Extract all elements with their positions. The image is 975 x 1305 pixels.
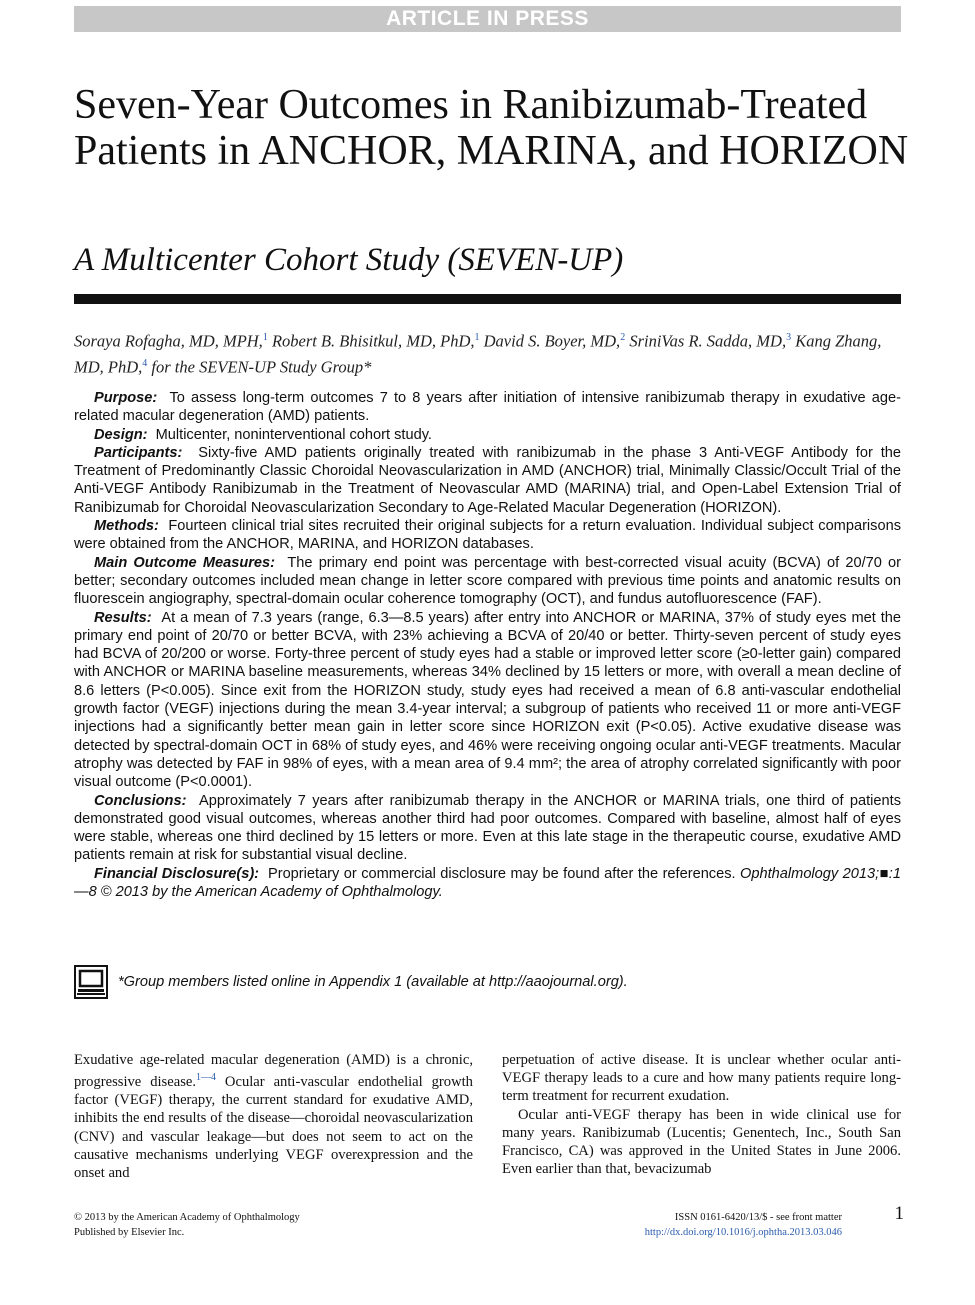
section-label: Financial Disclosure(s): xyxy=(94,865,260,882)
article-title: Seven-Year Outcomes in Ranibizumab-Treated Patients in ANCHOR, MARINA, and HORIZON xyxy=(74,82,909,174)
abstract-outcome-measures xyxy=(74,554,901,609)
issn-line: ISSN 0161-6420/13/$ - see front matter xyxy=(674,1212,842,1223)
abstract-participants xyxy=(74,444,901,517)
section-text: Multicenter, noninterventional cohort study. xyxy=(155,426,432,443)
article-subtitle: A Multicenter Cohort Study (SEVEN-UP) xyxy=(74,242,624,278)
section-label: Participants: xyxy=(94,444,183,461)
study-group: for the SEVEN-UP Study Group* xyxy=(151,357,372,376)
section-text: At a mean of 7.3 years (range, 6.3—8.5 years) after entry into ANCHOR or MARINA, 37% of study eyes met the primary end point of 20/70 or better BCVA, with 23% achieving a BCVA of 20/40 or better. Thirty-seven percent of study eyes had BCVA of 20/200 or worse. Forty-three percent of study eyes had a stable or improved letter score (≥0-letter gain) compared with ANCHOR or MARINA baseline measurements, whereas 34% declined by 15 letters or more, with overall a mean decline of 8.6 letters (P<0.005). Since exit from the HORIZON study, study eyes had received a mean of 6.8 anti-vascular endothelial growth factor (VEGF) injections during the mean 3.4-year interval; a subgroup of patients who received 11 or more anti-VEGF injections had a significantly better mean gain in letter score since HORIZON exit (P<0.05). Active exudative disease was detected by spectral-domain OCT in 68% of study eyes, and 46% were receiving ongoing ocular anti-VEGF treatments. Macular atrophy was detected by FAF in 98% of eyes, with a mean area of 9.4 mm²; the area of atrophy correlated significantly with poor visual outcome (P<0.0001). xyxy=(74,609,901,791)
section-text: Proprietary or commercial disclosure may be found after the references. xyxy=(267,865,736,882)
body-paragraph xyxy=(74,1051,473,1182)
title-divider xyxy=(74,294,901,304)
abstract-design xyxy=(74,426,901,444)
article-in-press-banner: ARTICLE IN PRESS xyxy=(74,6,901,32)
copyright-line: © 2013 by the American Academy of Ophthalmology xyxy=(74,1212,300,1223)
abstract-methods xyxy=(74,517,901,554)
body-column-left xyxy=(74,1051,473,1182)
body-text: Ocular anti-vascular endothelial growth factor (VEGF) therapy, the current standard for exudative AMD, inhibits the end results of the disease—choroidal neovascularization (CNV) and vascular leakage—but does not seem to act on the causative mechanisms underlying VEGF overexpression and the onset and xyxy=(74,1074,473,1182)
page-number: 1 xyxy=(894,1203,904,1224)
author-name: Soraya Rofagha, MD, MPH, xyxy=(74,331,263,351)
body-column-right xyxy=(502,1051,901,1178)
author-name: David S. Boyer, MD, xyxy=(483,331,621,351)
section-label: Purpose: xyxy=(94,390,158,406)
appendix-note-text[interactable]: *Group members listed online in Appendix 1 (available at http://aaojournal.org). xyxy=(118,974,628,990)
section-text: Sixty-five AMD patients originally treated with ranibizumab in the phase 3 Anti-VEGF Antibody for the Treatment of Predominantly Classic Choroidal Neovascularization in AMD (ANCHOR) trial, Minimally Classic/Occult Trial of the Anti-VEGF Antibody Ranibizumab in the Treatment of Neovascular AMD (MARINA) trial, and Open-Label Extension Trial of Ranibizumab for Choroidal Neovascularization Secondary to Age-Related Macular Degeneration (HORIZON). xyxy=(74,444,902,516)
affiliation-link[interactable]: 1 xyxy=(262,332,268,343)
abstract-disclosure xyxy=(74,865,901,902)
abstract-conclusions xyxy=(74,792,901,865)
section-label: Methods: xyxy=(94,518,159,535)
doi-link[interactable]: http://dx.doi.org/10.1016/j.ophtha.2013.03.046 xyxy=(644,1227,842,1238)
section-label: Results: xyxy=(94,609,152,626)
section-label: Conclusions: xyxy=(94,792,187,809)
online-supplement-icon[interactable] xyxy=(74,965,108,999)
affiliation-link[interactable]: 1 xyxy=(474,332,480,343)
body-paragraph: Ocular anti-VEGF therapy has been in wide clinical use for many years. Ranibizumab (Lucentis; Genentech, Inc., South San Francisco, CA) was approved in the United States in June 2006. Even earlier than that, bevacizumab xyxy=(502,1106,901,1178)
abstract xyxy=(74,389,901,901)
footer-identifiers xyxy=(520,1210,842,1240)
affiliation-link[interactable]: 2 xyxy=(620,332,626,343)
section-text: To assess long-term outcomes 7 to 8 years after initiation of intensive ranibizumab therapy in exudative age-related macular degeneration (AMD) patients. xyxy=(74,390,902,425)
publisher-line: Published by Elsevier Inc. xyxy=(74,1227,185,1238)
section-label: Main Outcome Measures: xyxy=(94,554,276,571)
abstract-purpose xyxy=(74,389,901,426)
supplemental-note xyxy=(74,965,901,1001)
body-text: Exudative age-related macular degeneration (AMD) is a chronic, progressive disease. xyxy=(74,1052,473,1091)
journal-citation: Ophthalmology 2013;■:1—8 © 2013 by the American Academy of Ophthalmology. xyxy=(74,865,901,901)
footer-copyright xyxy=(74,1210,454,1240)
body-paragraph: perpetuation of active disease. It is unclear whether ocular anti-VEGF therapy leads to a cure and how many patients require long-term treatment for recurrent exudation. xyxy=(502,1052,901,1105)
abstract-results xyxy=(74,609,901,792)
author-name: Kang Zhang, MD, PhD, xyxy=(74,331,882,376)
section-text: Fourteen clinical trial sites recruited their original subjects for a return evaluation. Individual subject comparisons were obtained from the ANCHOR, MARINA, and HORIZON databases. xyxy=(74,518,902,553)
section-text: Approximately 7 years after ranibizumab therapy in the ANCHOR or MARINA trials, one third of patients demonstrated good visual outcomes, whereas another third had poor outcomes. Compared with baseline, almost half of eyes were stable, whereas one third declined by 15 letters or more. Even at this late stage in the therapeutic course, exudative AMD patients remain at risk for substantial visual decline. xyxy=(74,792,901,864)
affiliation-link[interactable]: 3 xyxy=(786,332,792,343)
author-name: Robert B. Bhisitkul, MD, PhD, xyxy=(271,331,475,351)
reference-link[interactable]: 1—4 xyxy=(196,1072,216,1084)
affiliation-link[interactable]: 4 xyxy=(142,357,148,369)
section-label: Design: xyxy=(94,426,148,443)
section-text: The primary end point was percentage with best-corrected visual acuity (BCVA) of 20/70 or better; secondary outcomes included mean change in letter score compared with previous time points and anatomic results on fluorescein angiography, spectral-domain ocular coherence tomography (OCT), and fundus autofluorescence (FAF). xyxy=(74,554,902,608)
author-name: SriniVas R. Sadda, MD, xyxy=(629,331,787,351)
author-list xyxy=(74,327,904,378)
